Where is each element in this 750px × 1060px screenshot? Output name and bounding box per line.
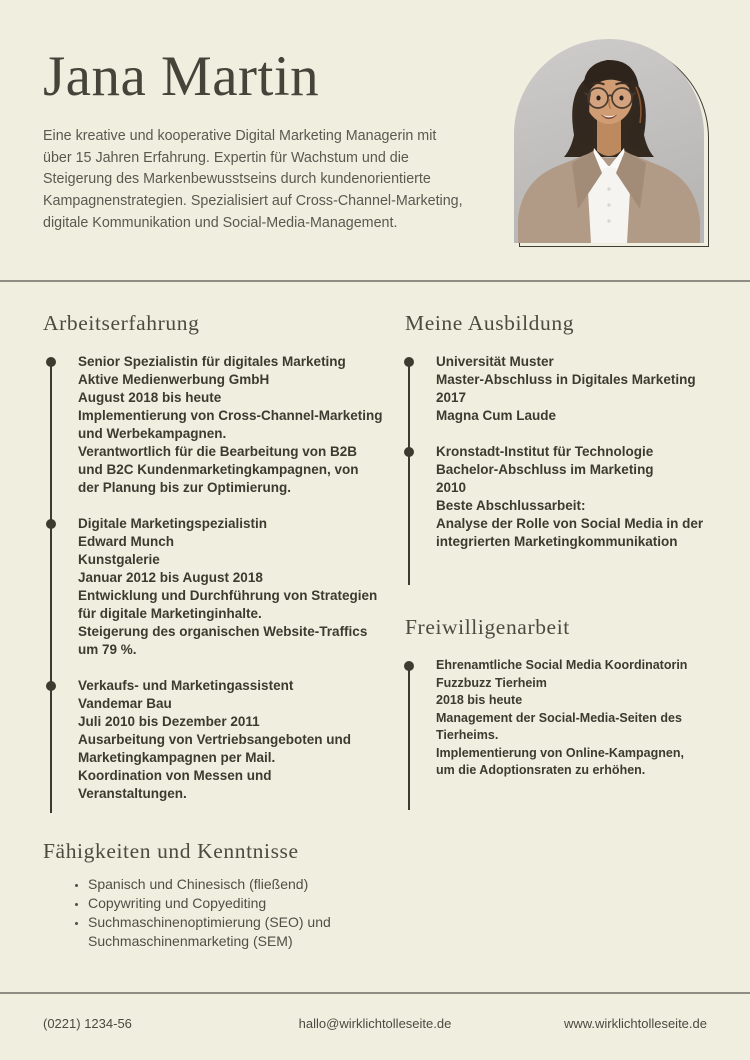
text-line: Senior Spezialistin für digitales Marketing (78, 354, 346, 369)
text-line: Fuzzbuzz Tierheim (436, 675, 547, 690)
skill-item: • Suchmaschinenoptimierung (SEO) und Suchmaschinenmarketing (SEM) (88, 913, 383, 951)
text-line: Analyse der Rolle von Social Media in der integrierten Marketingkommunikation (436, 516, 704, 549)
timeline-dot-icon (404, 357, 414, 367)
footer-website: www.wirklichtolleseite.de (563, 1016, 707, 1031)
timeline-entry-text (436, 657, 692, 780)
text-line: 2017 (436, 390, 467, 405)
text-line: Management der Social-Media-Seiten des Tierheims. (436, 710, 682, 742)
text-line: Aktive Medienwerbung GmbH (78, 372, 270, 387)
timeline-entry-text (78, 515, 383, 659)
text-line: Kunstgalerie (78, 552, 160, 567)
timeline-dot-icon (46, 519, 56, 529)
skills-list (43, 875, 383, 951)
text-line: August 2018 bis heute (78, 390, 222, 405)
text-line: Edward Munch (78, 534, 175, 549)
timeline-dot-icon (404, 447, 414, 457)
skill-item: • Copywriting und Copyediting (88, 894, 383, 913)
text-line: Bachelor-Abschluss im Marketing (436, 462, 654, 477)
text-line: Ausarbeitung von Vertriebsangeboten und Marketingkampagnen per Mail. (78, 732, 352, 765)
timeline-entry (436, 657, 720, 780)
timeline-entry-text (78, 677, 383, 803)
page-title: Jana Martin (43, 45, 320, 108)
text-line: Steigerung des organischen Website-Traffics um 79 %. (78, 624, 368, 657)
text-line: Magna Cum Laude (436, 408, 557, 423)
profile-summary: Eine kreative und kooperative Digital Marketing Managerin mit über 15 Jahren Erfahrung. Expertin für Wachstum und die Steigerung des Markenbewusstseins durch kundenorientierte Kampagnenstrategien. Spezialisiert auf Cross-Channel-Marketing, digitale Kommunikation und Social-Media-Management. (43, 128, 463, 231)
experience-timeline (43, 353, 388, 803)
section-title-education: Meine Ausbildung (405, 311, 575, 335)
text-line: Implementierung von Online-Kampagnen, um die Adoptionsraten zu erhöhen. (436, 745, 684, 777)
text-line: Ehrenamtliche Social Media Koordinatorin (436, 658, 688, 672)
text-line: Vandemar Bau (78, 696, 172, 711)
volunteer-timeline (405, 657, 720, 780)
section-title-experience: Arbeitserfahrung (43, 311, 200, 335)
text-line: 2010 (436, 480, 467, 495)
timeline-dot-icon (404, 661, 414, 671)
timeline-entry-text (436, 443, 708, 551)
text-line: Verantwortlich für die Bearbeitung von B2B und B2C Kundenmarketingkampagnen, von der Planung bis zur Optimierung. (78, 444, 359, 495)
footer-email: hallo@wirklichtolleseite.de (298, 1016, 452, 1031)
text-line: Verkaufs- und Marketingassistent (78, 678, 294, 693)
skill-item: • Spanisch und Chinesisch (fließend) (88, 875, 383, 894)
text-line: Digitale Marketingspezialistin (78, 516, 268, 531)
section-title-skills: Fähigkeiten und Kenntnisse (43, 839, 299, 863)
text-line: Juli 2010 bis Dezember 2011 (78, 714, 260, 729)
timeline-entry (78, 515, 388, 659)
text-line: Implementierung von Cross-Channel-Marketing und Werbekampagnen. (78, 408, 383, 441)
timeline-entry (436, 353, 720, 425)
skills-section (43, 836, 383, 951)
header-divider (0, 280, 750, 282)
text-line: Koordination von Messen und Veranstaltungen. (78, 768, 272, 801)
timeline-entry (436, 443, 720, 551)
timeline-entry-text (436, 353, 708, 425)
timeline-entry-text (78, 353, 383, 497)
timeline-dot-icon (46, 681, 56, 691)
text-line: Master-Abschluss in Digitales Marketing (436, 372, 696, 387)
footer-phone: (0221) 1234-56 (43, 1016, 132, 1031)
timeline-entry (78, 353, 388, 497)
footer-divider (0, 992, 750, 994)
education-section (405, 308, 720, 780)
text-line: Beste Abschlussarbeit: (436, 498, 586, 513)
text-line: Januar 2012 bis August 2018 (78, 570, 263, 585)
education-timeline (405, 353, 720, 551)
timeline-dot-icon (46, 357, 56, 367)
profile-photo (514, 39, 704, 243)
section-title-volunteer: Freiwilligenarbeit (405, 615, 570, 639)
text-line: Kronstadt-Institut für Technologie (436, 444, 654, 459)
text-line: 2018 bis heute (436, 693, 523, 707)
timeline-entry (78, 677, 388, 803)
experience-section (43, 308, 388, 803)
text-line: Universität Muster (436, 354, 554, 369)
text-line: Entwicklung und Durchführung von Strategien für digitale Marketinginhalte. (78, 588, 378, 621)
portrait-illustration (514, 39, 704, 243)
